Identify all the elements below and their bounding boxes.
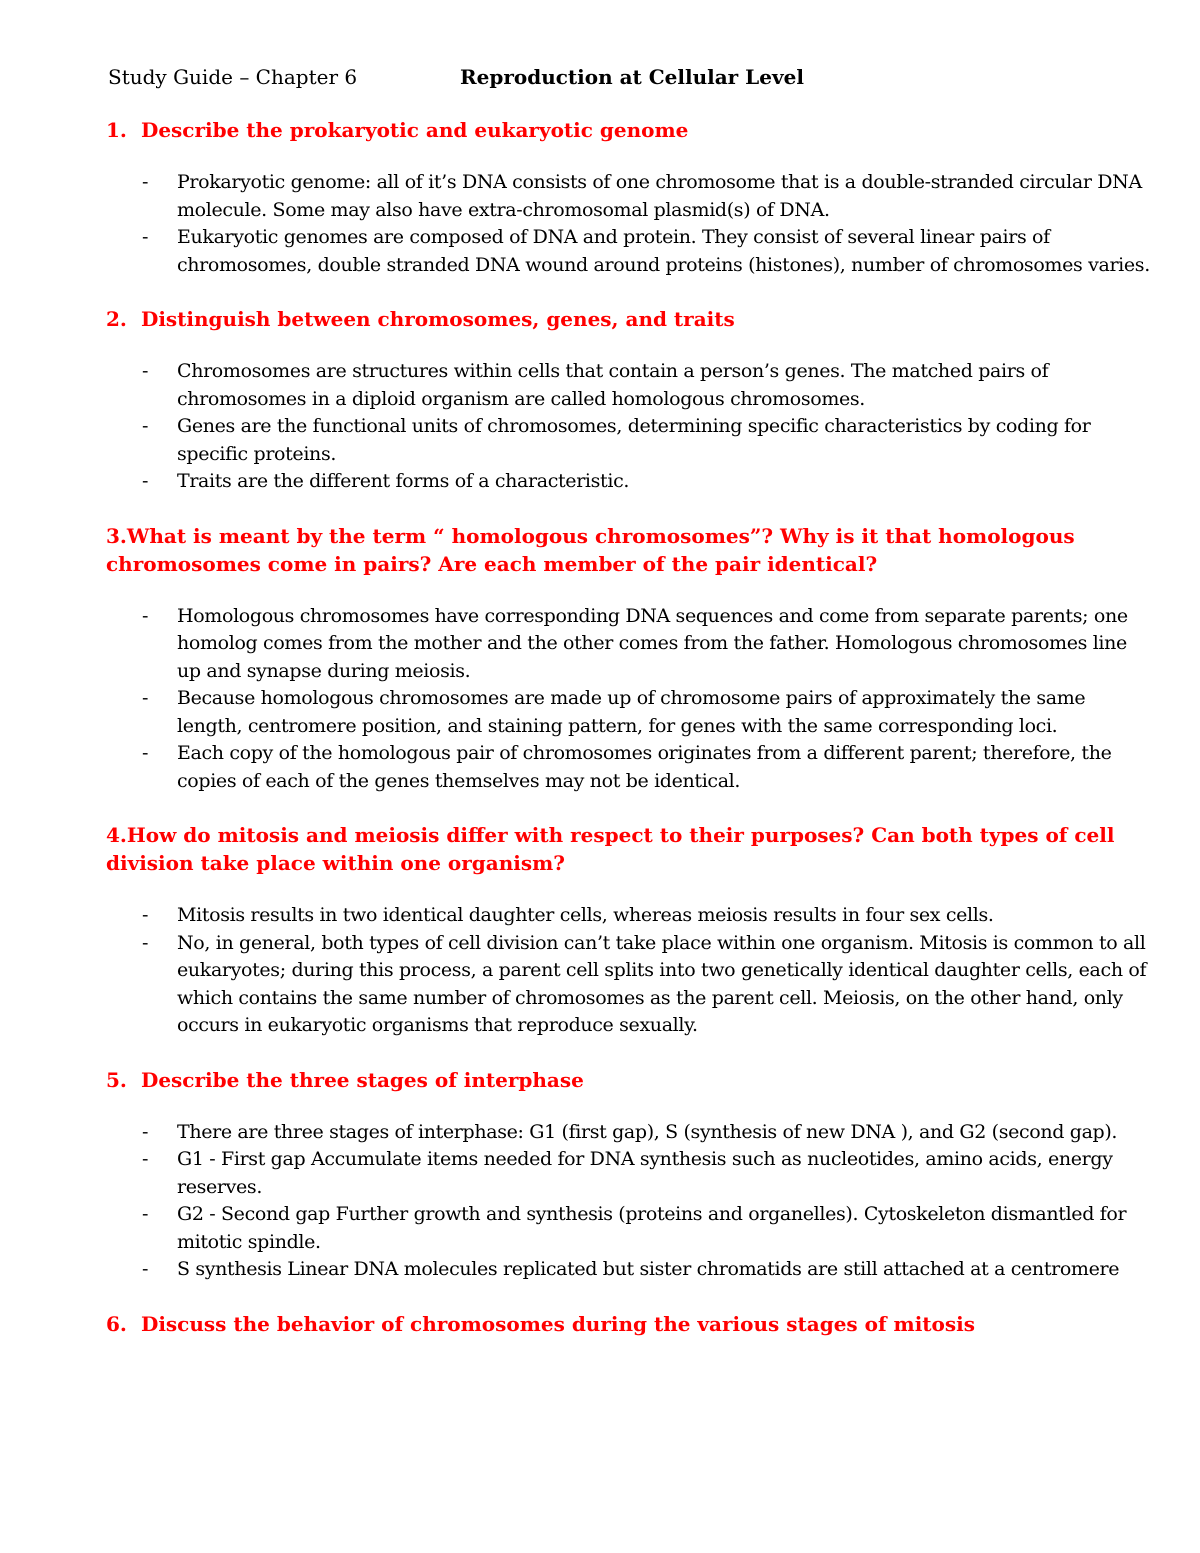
question-text: Discuss the behavior of chromosomes during the various stages of mitosis xyxy=(140,1311,976,1336)
question-text: Describe the prokaryotic and eukaryotic genome xyxy=(140,118,689,142)
question-text: How do mitosis and meiosis differ with respect to their purposes? Can both types of cell division take place within one organism? xyxy=(106,823,1115,875)
header-chapter-title: Reproduction at Cellular Level xyxy=(460,65,804,89)
question-text: Describe the three stages of interphase xyxy=(140,1067,584,1092)
answer-item: - Mitosis results in two identical daughter cells, whereas meiosis results in four sex cells. xyxy=(106,902,1151,930)
question-heading xyxy=(106,305,1151,333)
answer-item: - Traits are the different forms of a characteristic. xyxy=(106,468,1151,496)
answer-item: - Homologous chromosomes have corresponding DNA sequences and come from separate parents; one homolog comes from the mother and the other comes from the father. Homologous chromosomes line up and synapse during meiosis. xyxy=(106,603,1151,686)
answer-list xyxy=(106,358,1151,496)
answer-item: - There are three stages of interphase: G1 (first gap), S (synthesis of new DNA ), and G2 (second gap). xyxy=(106,1119,1151,1147)
question-heading xyxy=(106,1066,1151,1094)
question-heading xyxy=(106,522,1151,578)
answer-item: - Genes are the functional units of chromosomes, determining specific characteristics by coding for specific proteins. xyxy=(106,413,1151,468)
answer-item: - S synthesis Linear DNA molecules replicated but sister chromatids are still attached at a centromere xyxy=(106,1256,1151,1284)
question-number: 1. xyxy=(106,118,127,142)
question-number: 2. xyxy=(106,307,127,331)
answer-list xyxy=(106,603,1151,796)
question-number: 4. xyxy=(106,823,127,847)
study-guide-content xyxy=(106,116,1151,1338)
question-number: 3. xyxy=(106,523,127,548)
answer-item: - Prokaryotic genome: all of it’s DNA consists of one chromosome that is a double-stranded circular DNA molecule. Some may also have extra-chromosomal plasmid(s) of DNA. xyxy=(106,169,1151,224)
question-text: Distinguish between chromosomes, genes, and traits xyxy=(140,307,735,331)
page-header xyxy=(108,62,1108,92)
question-number: 5. xyxy=(106,1067,127,1092)
question-text: What is meant by the term “ homologous chromosomes”? Why is it that homologous chromosomes come in pairs? Are each member of the pair identical? xyxy=(106,523,1075,576)
question-heading xyxy=(106,821,1151,877)
answer-list xyxy=(106,169,1151,279)
question-heading xyxy=(106,1310,1151,1338)
header-course-label: Study Guide – Chapter 6 xyxy=(108,65,358,89)
answer-item: - Chromosomes are structures within cells that contain a person’s genes. The matched pairs of chromosomes in a diploid organism are called homologous chromosomes. xyxy=(106,358,1151,413)
question-heading xyxy=(106,116,1151,144)
question-number: 6. xyxy=(106,1311,127,1336)
answer-item: - No, in general, both types of cell division can’t take place within one organism. Mitosis is common to all eukaryotes; during this process, a parent cell splits into two genetically identical daughter cells, each of which contains the same number of chromosomes as the parent cell. Meiosis, on the other hand, only occurs in eukaryotic organisms that reproduce sexually. xyxy=(106,930,1151,1040)
answer-item: - G2 - Second gap Further growth and synthesis (proteins and organelles). Cytoskeleton dismantled for mitotic spindle. xyxy=(106,1201,1151,1256)
answer-item: - Eukaryotic genomes are composed of DNA and protein. They consist of several linear pairs of chromosomes, double stranded DNA wound around proteins (histones), number of chromosomes varies. xyxy=(106,224,1151,279)
answer-item: - Because homologous chromosomes are made up of chromosome pairs of approximately the same length, centromere position, and staining pattern, for genes with the same corresponding loci. xyxy=(106,685,1151,740)
answer-item: - G1 - First gap Accumulate items needed for DNA synthesis such as nucleotides, amino acids, energy reserves. xyxy=(106,1146,1151,1201)
answer-list xyxy=(106,1119,1151,1284)
answer-list xyxy=(106,902,1151,1040)
answer-item: - Each copy of the homologous pair of chromosomes originates from a different parent; therefore, the copies of each of the genes themselves may not be identical. xyxy=(106,740,1151,795)
